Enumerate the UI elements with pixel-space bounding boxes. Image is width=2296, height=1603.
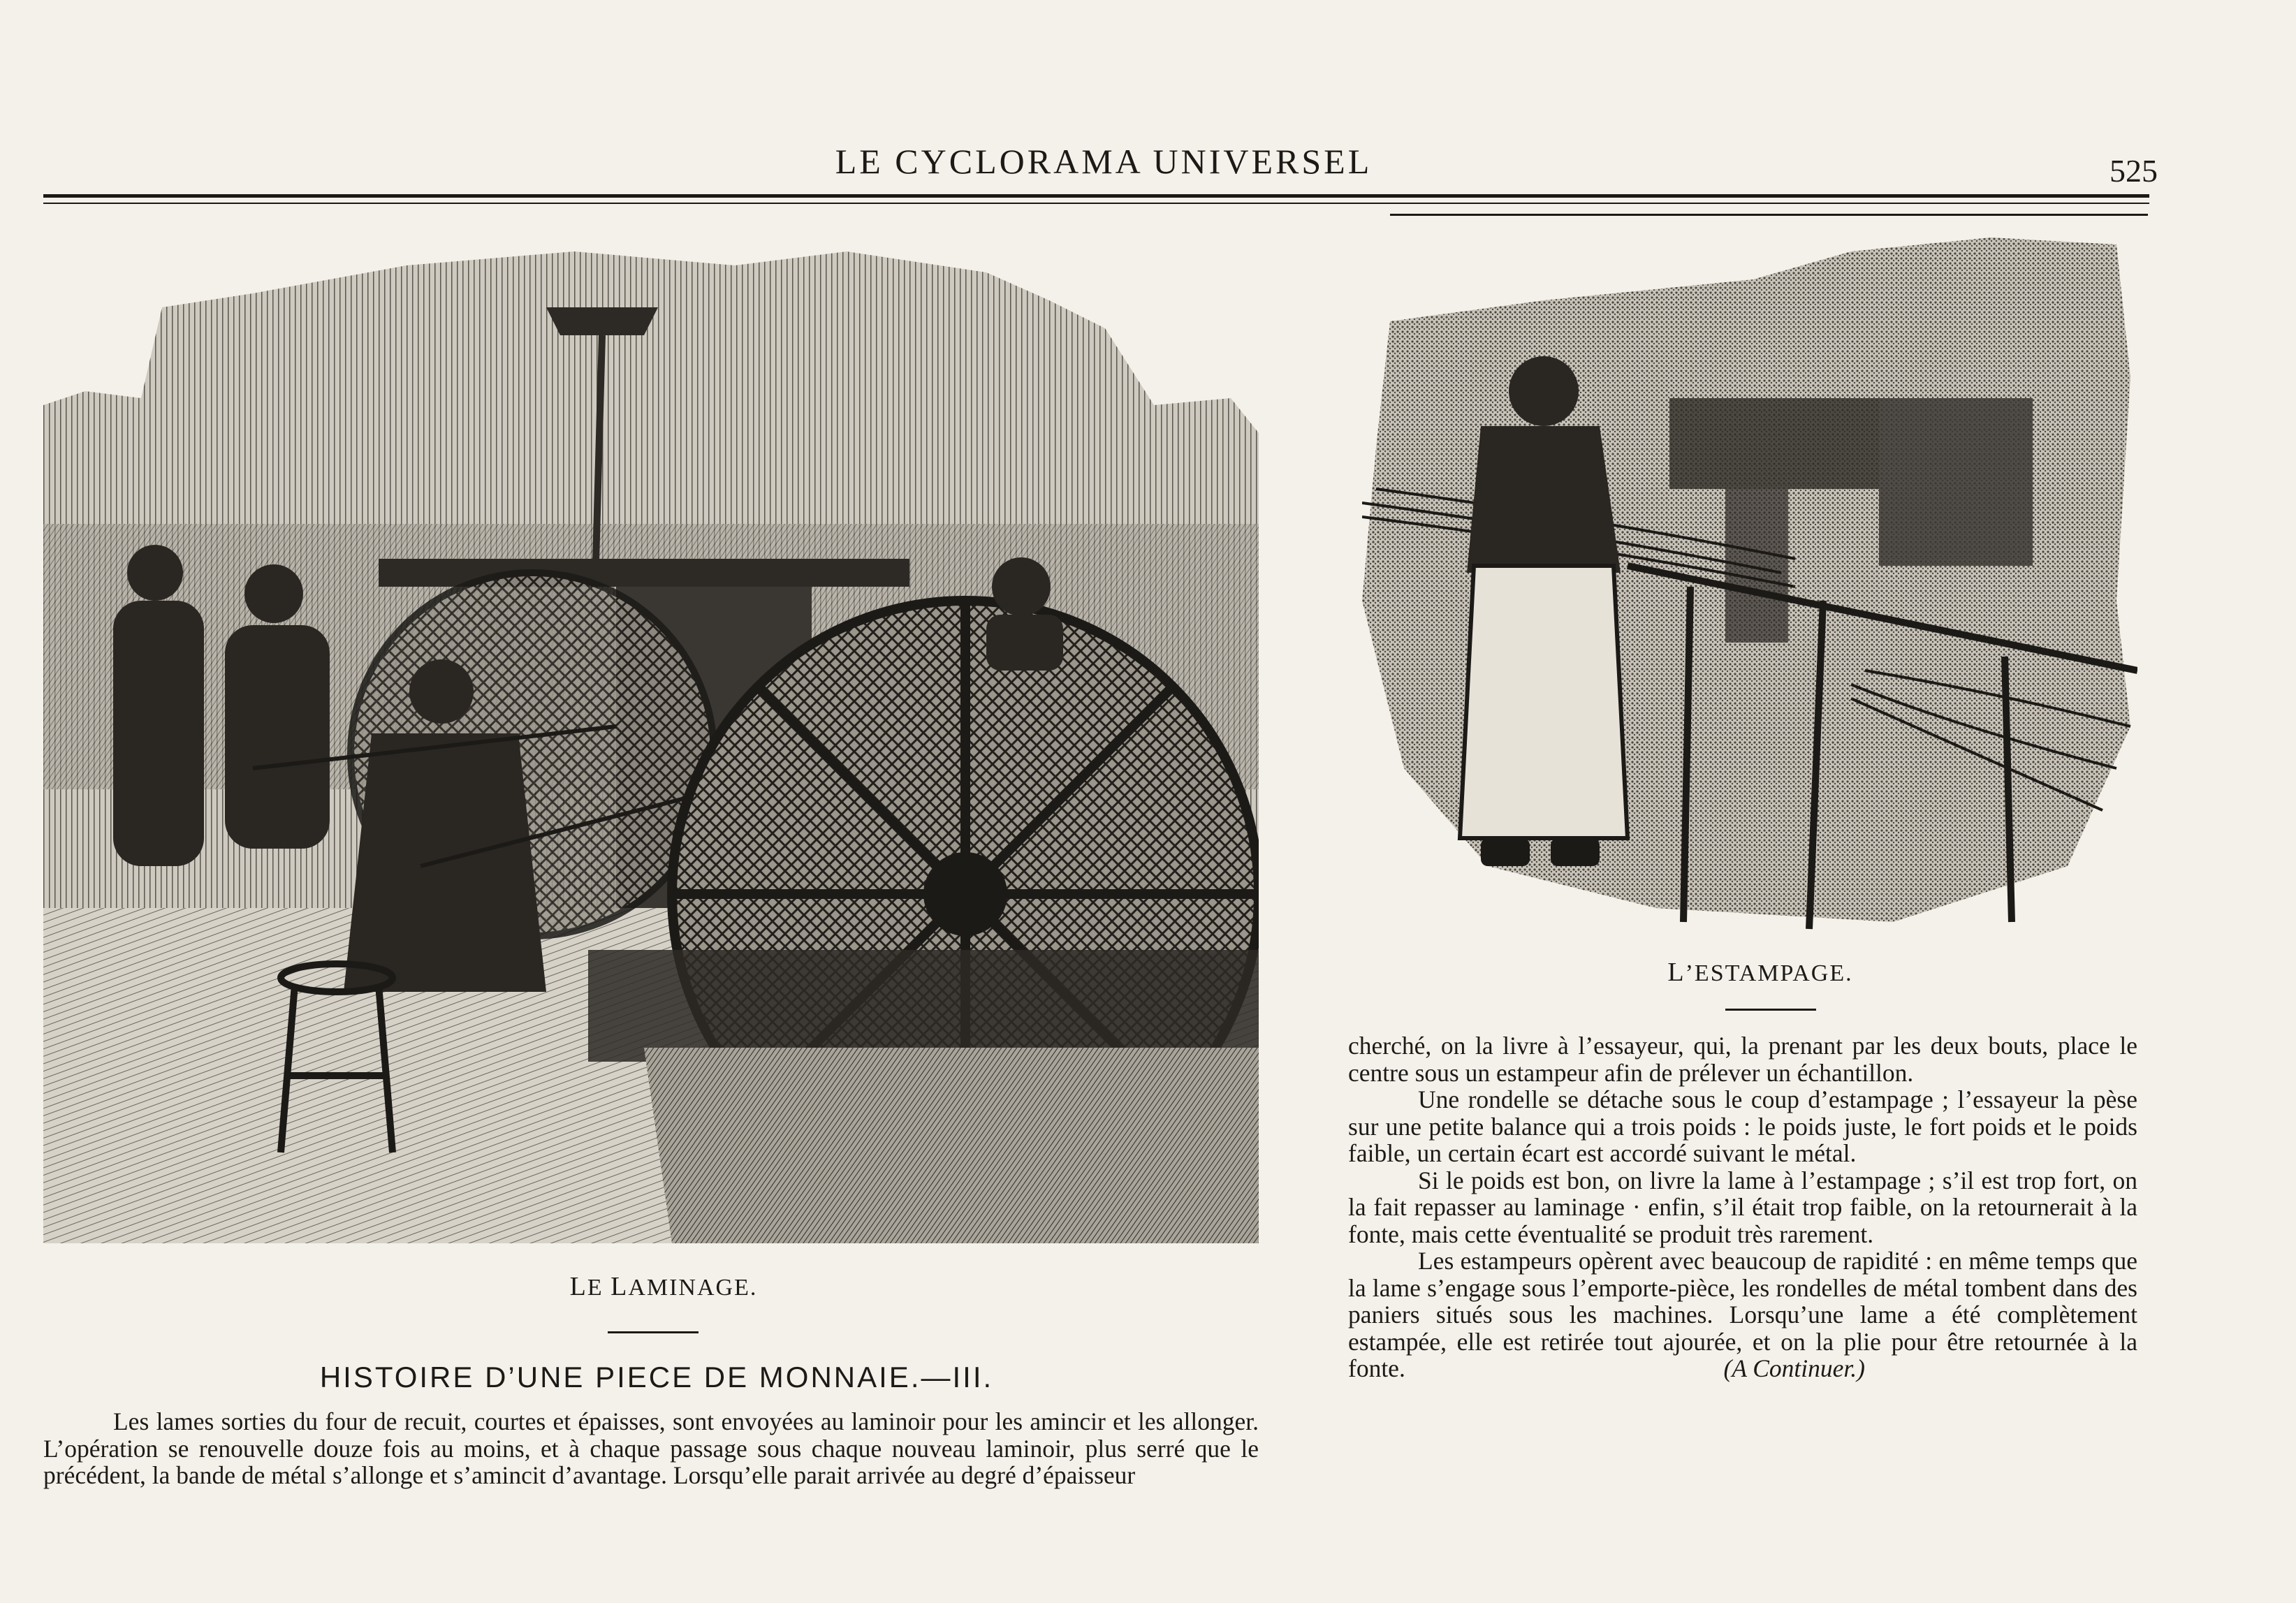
text-column-left <box>43 1408 1259 1489</box>
engraving-estampage <box>1362 237 2137 936</box>
header-rule-right <box>1390 214 2148 216</box>
caption-laminage: LE LAMINAGE. <box>569 1272 758 1301</box>
text-column-right <box>1348 1032 2137 1382</box>
article-title: HISTOIRE D’UNE PIECE DE MONNAIE.—III. <box>319 1361 994 1393</box>
laminage-illustration <box>43 224 1259 1243</box>
paragraph-text: Les estampeurs opèrent avec beaucoup de rapidité : en même temps que la lame s’engage sous l’emporte-pièce, les rondelles de métal tombent dans des paniers situés sous les machines. Lorsqu’une lame a été complètement estampée, elle est retirée tout ajourée, et on la plie pour être retournée à la fonte. <box>1348 1247 2137 1382</box>
caption-divider-right <box>1725 1009 1816 1011</box>
header-rule-thick <box>43 194 2149 198</box>
estampage-illustration <box>1362 237 2137 936</box>
paragraph <box>1348 1247 2137 1382</box>
paragraph: Les lames sorties du four de recuit, courtes et épaisses, sont envoyées au laminoir pour les amincir et les allonger. L’opération se renouvelle douze fois au moins, et à chaque passage sous chaque nouveau laminoir, plus serré que le précédent, la bande de métal s’allonge et s’amincit d’avantage. Lorsqu’elle parait arrivée au degré d’épaisseur <box>43 1407 1259 1489</box>
header-rule-thin <box>43 203 2149 204</box>
running-title: LE CYCLORAMA UNIVERSEL <box>835 142 1373 181</box>
paragraph: Une rondelle se détache sous le coup d’estampage ; l’essayeur la pèse sur une petite balance qui a trois poids : le poids juste, le fort poids et le poids faible, un certain écart est accordé suivant le métal. <box>1348 1085 2137 1167</box>
paragraph: cherché, on la livre à l’essayeur, qui, la prenant par les deux bouts, place le centre sous un estampeur afin de prélever un échantillon. <box>1348 1032 2137 1087</box>
paragraph: Si le poids est bon, on livre la lame à l’estampage ; s’il est trop fort, on la fait repasser au laminage · enfin, s’il était trop faible, on la retournerait à la fonte, mais cette éventualité se produit très rarement. <box>1348 1166 2137 1248</box>
caption-estampage: L’ESTAMPAGE. <box>1667 958 1853 987</box>
page-number: 525 <box>2109 153 2158 189</box>
engraving-laminage <box>43 224 1259 1243</box>
caption-divider-left <box>608 1331 699 1333</box>
continuation-note: (A Continuer.) <box>1723 1354 1865 1382</box>
